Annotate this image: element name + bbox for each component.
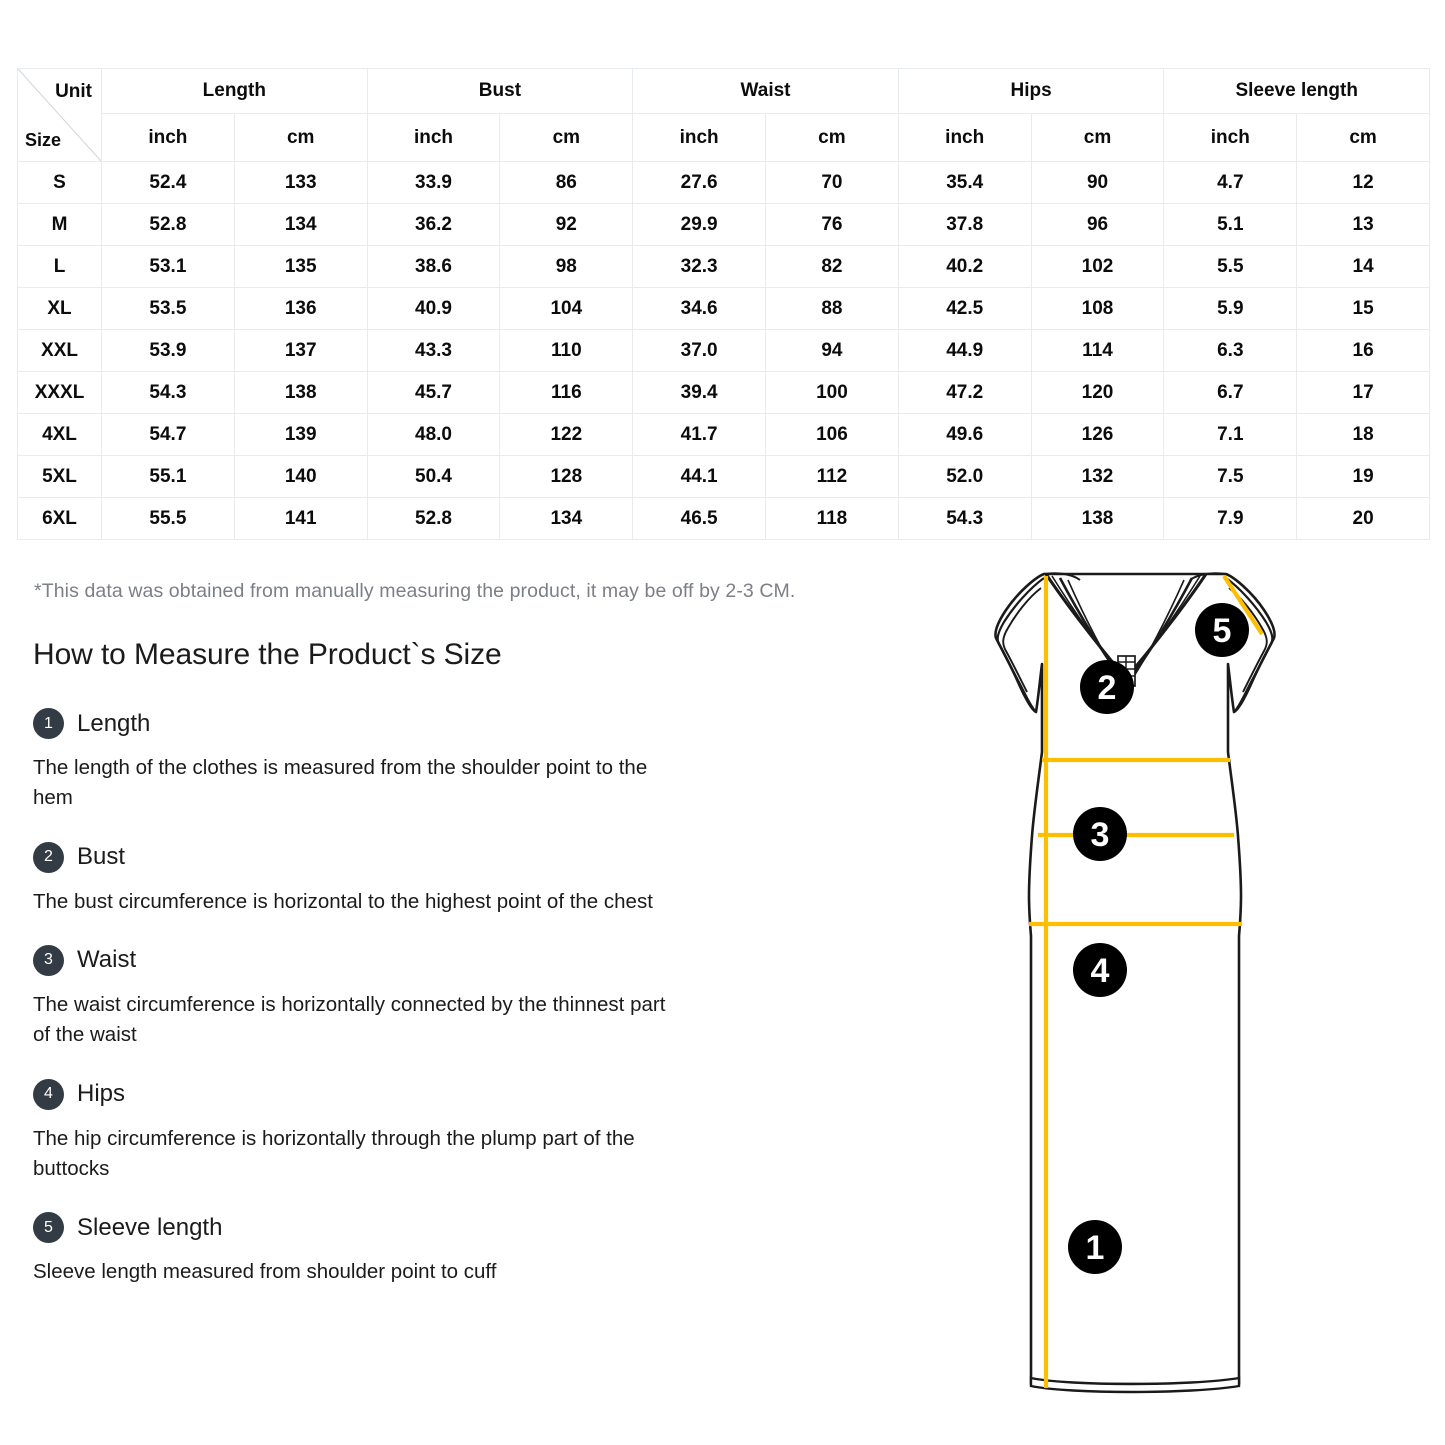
measurement-name: Sleeve length xyxy=(77,1213,223,1241)
group-header-bust: Bust xyxy=(367,69,633,114)
measurement-item xyxy=(33,708,713,814)
measurement-name: Waist xyxy=(77,946,137,974)
row-size-label: L xyxy=(18,246,102,288)
table-group-header-row xyxy=(18,69,1430,114)
table-row xyxy=(18,330,1430,372)
size-label: Size xyxy=(25,130,62,150)
table-cell: 29.9 xyxy=(633,204,766,246)
subheader-cell: cm xyxy=(500,114,633,162)
table-cell: 32.3 xyxy=(633,246,766,288)
table-cell: 15 xyxy=(1297,288,1430,330)
measurement-number-badge: 5 xyxy=(33,1212,64,1243)
table-cell: 34.6 xyxy=(633,288,766,330)
table-subheader-row xyxy=(18,114,1430,162)
table-row xyxy=(18,372,1430,414)
row-size-label: S xyxy=(18,162,102,204)
measurement-item xyxy=(33,1079,713,1185)
table-row xyxy=(18,288,1430,330)
table-cell: 110 xyxy=(500,330,633,372)
table-cell: 137 xyxy=(234,330,367,372)
dress-illustration-svg xyxy=(940,552,1320,1412)
table-cell: 135 xyxy=(234,246,367,288)
table-cell: 17 xyxy=(1297,372,1430,414)
table-row xyxy=(18,414,1430,456)
table-cell: 42.5 xyxy=(898,288,1031,330)
table-cell: 128 xyxy=(500,456,633,498)
table-cell: 6.3 xyxy=(1164,330,1297,372)
table-cell: 44.9 xyxy=(898,330,1031,372)
diagram-number-badge-text: 2 xyxy=(1097,669,1117,707)
subheader-cell: cm xyxy=(766,114,899,162)
table-cell: 126 xyxy=(1031,414,1164,456)
table-row xyxy=(18,204,1430,246)
subheader-cell: inch xyxy=(633,114,766,162)
table-cell: 6.7 xyxy=(1164,372,1297,414)
table-cell: 18 xyxy=(1297,414,1430,456)
diagram-number-badge-text: 3 xyxy=(1090,816,1110,854)
diagram-number-badge-text: 4 xyxy=(1090,952,1110,990)
table-cell: 54.7 xyxy=(102,414,235,456)
table-cell: 104 xyxy=(500,288,633,330)
table-cell: 53.5 xyxy=(102,288,235,330)
table-cell: 33.9 xyxy=(367,162,500,204)
table-cell: 116 xyxy=(500,372,633,414)
table-cell: 7.9 xyxy=(1164,498,1297,540)
measurement-number-badge: 1 xyxy=(33,708,64,739)
table-cell: 136 xyxy=(234,288,367,330)
table-cell: 122 xyxy=(500,414,633,456)
table-cell: 27.6 xyxy=(633,162,766,204)
subheader-cell: cm xyxy=(1297,114,1430,162)
table-cell: 76 xyxy=(766,204,899,246)
table-cell: 7.1 xyxy=(1164,414,1297,456)
subheader-cell: cm xyxy=(1031,114,1164,162)
table-cell: 47.2 xyxy=(898,372,1031,414)
table-cell: 132 xyxy=(1031,456,1164,498)
table-cell: 35.4 xyxy=(898,162,1031,204)
measurement-item-header xyxy=(33,1079,713,1110)
table-cell: 53.9 xyxy=(102,330,235,372)
table-cell: 140 xyxy=(234,456,367,498)
table-cell: 54.3 xyxy=(102,372,235,414)
measurement-item-header xyxy=(33,1212,713,1243)
table-cell: 52.8 xyxy=(367,498,500,540)
table-cell: 118 xyxy=(766,498,899,540)
row-size-label: XL xyxy=(18,288,102,330)
table-cell: 86 xyxy=(500,162,633,204)
size-chart-table-container xyxy=(17,68,1428,540)
table-cell: 133 xyxy=(234,162,367,204)
table-corner-cell xyxy=(18,69,102,162)
group-header-waist: Waist xyxy=(633,69,899,114)
table-cell: 100 xyxy=(766,372,899,414)
table-cell: 52.4 xyxy=(102,162,235,204)
measurement-description: The waist circumference is horizontally connected by the thinnest part of the waist xyxy=(33,992,666,1047)
measurement-disclaimer: *This data was obtained from manually measuring the product, it may be off by 2-3 CM. xyxy=(34,580,796,602)
measurement-name: Length xyxy=(77,709,151,737)
table-cell: 138 xyxy=(234,372,367,414)
measurement-item xyxy=(33,945,713,1051)
measurement-instruction-list xyxy=(33,708,713,1310)
table-cell: 108 xyxy=(1031,288,1164,330)
table-body xyxy=(18,162,1430,540)
subheader-cell: cm xyxy=(234,114,367,162)
diagram-number-badge-text: 5 xyxy=(1212,612,1232,650)
table-cell: 139 xyxy=(234,414,367,456)
table-cell: 5.5 xyxy=(1164,246,1297,288)
table-cell: 70 xyxy=(766,162,899,204)
table-cell: 106 xyxy=(766,414,899,456)
table-cell: 14 xyxy=(1297,246,1430,288)
subheader-cell: inch xyxy=(898,114,1031,162)
table-cell: 98 xyxy=(500,246,633,288)
table-cell: 49.6 xyxy=(898,414,1031,456)
row-size-label: XXL xyxy=(18,330,102,372)
table-cell: 120 xyxy=(1031,372,1164,414)
row-size-label: M xyxy=(18,204,102,246)
table-cell: 94 xyxy=(766,330,899,372)
dress-outline-icon xyxy=(995,573,1274,1392)
measurement-number-badge: 4 xyxy=(33,1079,64,1110)
measurement-item-header xyxy=(33,708,713,739)
table-cell: 44.1 xyxy=(633,456,766,498)
table-cell: 134 xyxy=(234,204,367,246)
measurement-description: The bust circumference is horizontal to the highest point of the chest xyxy=(33,889,653,913)
table-cell: 102 xyxy=(1031,246,1164,288)
table-cell: 55.1 xyxy=(102,456,235,498)
group-header-length: Length xyxy=(102,69,368,114)
table-cell: 19 xyxy=(1297,456,1430,498)
table-cell: 5.9 xyxy=(1164,288,1297,330)
group-header-hips: Hips xyxy=(898,69,1164,114)
size-chart-table xyxy=(17,68,1430,540)
table-cell: 45.7 xyxy=(367,372,500,414)
table-cell: 112 xyxy=(766,456,899,498)
table-row xyxy=(18,456,1430,498)
table-cell: 41.7 xyxy=(633,414,766,456)
subheader-cell: inch xyxy=(102,114,235,162)
table-cell: 54.3 xyxy=(898,498,1031,540)
table-cell: 46.5 xyxy=(633,498,766,540)
table-cell: 55.5 xyxy=(102,498,235,540)
group-header-sleeve-length: Sleeve length xyxy=(1164,69,1430,114)
table-row xyxy=(18,246,1430,288)
table-cell: 92 xyxy=(500,204,633,246)
row-size-label: 5XL xyxy=(18,456,102,498)
measurement-description: Sleeve length measured from shoulder point to cuff xyxy=(33,1260,497,1284)
table-cell: 50.4 xyxy=(367,456,500,498)
table-row xyxy=(18,162,1430,204)
table-cell: 37.0 xyxy=(633,330,766,372)
subheader-cell: inch xyxy=(367,114,500,162)
table-cell: 114 xyxy=(1031,330,1164,372)
measurement-item xyxy=(33,1212,713,1287)
table-cell: 7.5 xyxy=(1164,456,1297,498)
table-cell: 5.1 xyxy=(1164,204,1297,246)
measurement-item-header xyxy=(33,842,713,873)
table-cell: 16 xyxy=(1297,330,1430,372)
table-cell: 90 xyxy=(1031,162,1164,204)
table-cell: 37.8 xyxy=(898,204,1031,246)
diagram-number-badge-text: 1 xyxy=(1085,1229,1105,1267)
unit-label: Unit xyxy=(55,81,92,102)
table-cell: 53.1 xyxy=(102,246,235,288)
measurement-item xyxy=(33,842,713,917)
table-cell: 36.2 xyxy=(367,204,500,246)
table-cell: 96 xyxy=(1031,204,1164,246)
row-size-label: XXXL xyxy=(18,372,102,414)
measurement-item-header xyxy=(33,945,713,976)
subheader-cell: inch xyxy=(1164,114,1297,162)
measurement-number-badge: 2 xyxy=(33,842,64,873)
measurement-number-badge: 3 xyxy=(33,945,64,976)
table-cell: 88 xyxy=(766,288,899,330)
table-cell: 39.4 xyxy=(633,372,766,414)
table-cell: 13 xyxy=(1297,204,1430,246)
dress-measurement-diagram xyxy=(940,552,1320,1412)
measurement-name: Bust xyxy=(77,843,126,871)
table-cell: 40.9 xyxy=(367,288,500,330)
table-row xyxy=(18,498,1430,540)
table-cell: 12 xyxy=(1297,162,1430,204)
table-cell: 4.7 xyxy=(1164,162,1297,204)
table-cell: 38.6 xyxy=(367,246,500,288)
table-header xyxy=(18,69,1430,162)
table-cell: 20 xyxy=(1297,498,1430,540)
table-cell: 52.8 xyxy=(102,204,235,246)
table-cell: 138 xyxy=(1031,498,1164,540)
table-cell: 82 xyxy=(766,246,899,288)
measurement-description: The hip circumference is horizontally through the plump part of the buttocks xyxy=(33,1126,635,1180)
table-cell: 134 xyxy=(500,498,633,540)
table-cell: 52.0 xyxy=(898,456,1031,498)
table-cell: 48.0 xyxy=(367,414,500,456)
how-to-measure-title: How to Measure the Product`s Size xyxy=(33,638,502,671)
table-cell: 40.2 xyxy=(898,246,1031,288)
table-cell: 43.3 xyxy=(367,330,500,372)
row-size-label: 4XL xyxy=(18,414,102,456)
table-cell: 141 xyxy=(234,498,367,540)
row-size-label: 6XL xyxy=(18,498,102,540)
measurement-name: Hips xyxy=(77,1080,126,1108)
measurement-description: The length of the clothes is measured from the shoulder point to the hem xyxy=(33,756,648,810)
